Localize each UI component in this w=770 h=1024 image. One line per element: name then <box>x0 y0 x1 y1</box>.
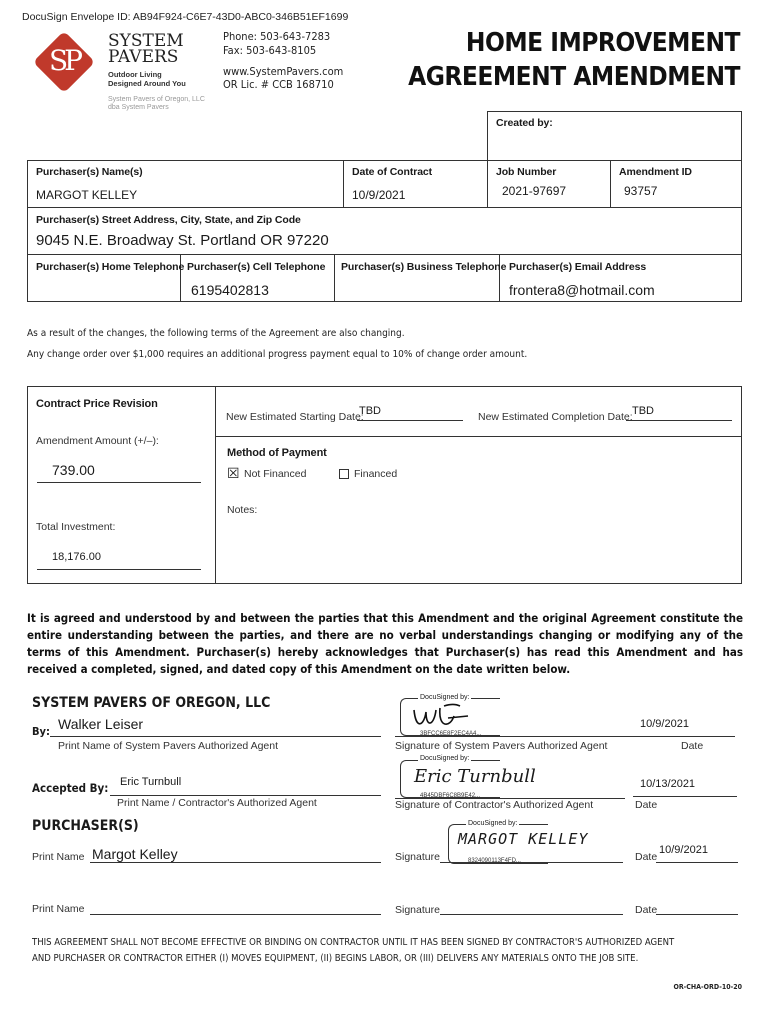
purchaser1-signature-line <box>440 862 623 863</box>
notice-changes: As a result of the changes, the following terms of the Agreement are also changing. <box>27 328 405 339</box>
purchaser1-signature-label: Signature <box>395 851 440 863</box>
job-number-value[interactable]: 2021-97697 <box>502 184 567 198</box>
purchaser-name-value[interactable]: MARGOT KELLEY <box>36 188 138 202</box>
company-website: www.SystemPavers.com <box>223 65 344 78</box>
contractor-name-line <box>110 795 381 796</box>
table-divider <box>334 254 335 302</box>
purchaser2-date-label: Date <box>635 904 658 916</box>
total-investment-underline <box>37 569 201 570</box>
title-line1: HOME IMPROVEMENT <box>465 28 740 58</box>
table-divider <box>343 160 344 207</box>
company-tagline1: Outdoor Living <box>108 70 162 79</box>
purchaser1-date-line <box>656 862 738 863</box>
company-name-line1: SYSTEM <box>108 31 184 51</box>
company-fax: Fax: 503-643-8105 <box>223 44 317 57</box>
agent-name-value[interactable]: Walker Leiser <box>58 716 144 732</box>
notice-progress-payment: Any change order over $1,000 requires an additional progress payment equal to 10% of change order amount. <box>27 349 528 360</box>
purchaser2-print-name-label: Print Name <box>32 903 85 915</box>
docusigned-by-label: DocuSigned by: <box>420 755 470 762</box>
purchaser1-name-line <box>90 862 381 863</box>
total-investment-label: Total Investment: <box>36 521 116 533</box>
agent-signature-mark <box>410 702 470 732</box>
form-code: OR-CHA-ORD-10-20 <box>673 983 742 991</box>
title-line2: AGREEMENT AMENDMENT <box>408 62 740 92</box>
not-financed-checkbox[interactable]: ☒ <box>227 465 240 481</box>
agent-name-caption: Print Name of System Pavers Authorized Agent <box>58 740 279 752</box>
docusigned-by-label: DocuSigned by: <box>468 820 518 827</box>
start-date-value[interactable]: TBD <box>359 405 381 417</box>
by-label: By: <box>32 725 50 738</box>
accepted-by-label: Accepted By: <box>32 781 109 795</box>
company-phone: Phone: 503-643-7283 <box>223 30 331 43</box>
agent-signature-id: 3BFCC6E8F2EC4A4... <box>420 731 482 737</box>
address-value[interactable]: 9045 N.E. Broadway St. Portland OR 97220 <box>36 232 329 249</box>
agent-signature-line <box>395 736 735 737</box>
purchaser1-signature-id: 8324090113F4FD... <box>468 858 521 864</box>
amendment-amount-underline <box>37 482 201 483</box>
table-divider <box>487 160 488 207</box>
table-divider <box>610 160 611 207</box>
business-phone-label: Purchaser(s) Business Telephone <box>341 261 507 273</box>
revision-divider <box>215 436 742 437</box>
contract-date-value[interactable]: 10/9/2021 <box>352 188 406 202</box>
cell-phone-value[interactable]: 6195402813 <box>191 282 269 298</box>
job-number-label: Job Number <box>496 166 557 178</box>
purchaser-signature-heading: PURCHASER(S) <box>32 818 139 834</box>
table-divider <box>27 207 742 208</box>
financed-checkbox[interactable] <box>339 469 349 479</box>
company-logo <box>32 30 96 94</box>
table-divider <box>27 254 742 255</box>
purchaser-info-table <box>27 160 742 302</box>
purchaser1-date-value[interactable]: 10/9/2021 <box>659 844 708 856</box>
contract-revision-title: Contract Price Revision <box>36 398 158 410</box>
purchaser2-signature-line[interactable] <box>440 914 623 915</box>
purchaser2-name-line[interactable] <box>90 914 381 915</box>
contractor-signature-id: 4B45DBF6C8B9E42... <box>420 793 481 799</box>
start-date-underline <box>357 420 463 421</box>
notes-label: Notes: <box>227 504 258 516</box>
contractor-signature[interactable]: Eric Turnbull <box>414 766 536 787</box>
company-signature-heading: SYSTEM PAVERS OF OREGON, LLC <box>32 695 271 711</box>
amendment-amount-label: Amendment Amount (+/–): <box>36 435 159 447</box>
contractor-date-caption: Date <box>635 799 658 811</box>
contractor-date-line <box>633 796 737 797</box>
contractor-date-value[interactable]: 10/13/2021 <box>640 778 696 790</box>
amendment-id-label: Amendment ID <box>619 166 692 178</box>
completion-date-value[interactable]: TBD <box>632 405 654 417</box>
purchaser-name-label: Purchaser(s) Name(s) <box>36 166 143 178</box>
footer-notice-line1: THIS AGREEMENT SHALL NOT BECOME EFFECTIVE OR BINDING ON CONTRACTOR UNTIL IT HAS BEEN SIGNED BY CONTRACTOR'S AUTHORIZED AGENT <box>32 937 675 948</box>
email-label: Purchaser(s) Email Address <box>509 261 647 273</box>
home-phone-label: Purchaser(s) Home Telephone <box>36 261 185 273</box>
purchaser1-print-name-label: Print Name <box>32 851 85 863</box>
purchaser1-date-label: Date <box>635 851 658 863</box>
docusign-envelope-id: DocuSign Envelope ID: AB94F924-C6E7-43D0-ABC0-346B51EF1699 <box>22 11 349 23</box>
company-license: OR Lic. # CCB 168710 <box>223 78 334 91</box>
logo-letters: SP <box>48 44 80 77</box>
company-name-line2: PAVERS <box>108 47 179 67</box>
financed-label: Financed <box>354 468 398 480</box>
revision-divider <box>215 386 216 584</box>
address-label: Purchaser(s) Street Address, City, State, and Zip Code <box>36 214 301 226</box>
company-tagline2: Designed Around You <box>108 79 186 88</box>
start-date-label: New Estimated Starting Date: <box>226 411 364 423</box>
email-value[interactable]: frontera8@hotmail.com <box>509 282 655 298</box>
contract-date-label: Date of Contract <box>352 166 433 178</box>
not-financed-label: Not Financed <box>244 468 307 480</box>
contractor-name-value[interactable]: Eric Turnbull <box>120 776 182 788</box>
purchaser2-signature-label: Signature <box>395 904 440 916</box>
agent-signature-caption: Signature of System Pavers Authorized Agent <box>395 740 608 752</box>
purchaser2-date-line[interactable] <box>656 914 738 915</box>
completion-date-underline <box>626 420 732 421</box>
company-dba: dba System Pavers <box>108 104 169 111</box>
purchaser1-name-value[interactable]: Margot Kelley <box>92 846 178 862</box>
agent-date-caption: Date <box>681 740 704 752</box>
completion-date-label: New Estimated Completion Date: <box>478 411 633 423</box>
amendment-id-value[interactable]: 93757 <box>624 184 658 198</box>
cell-phone-label: Purchaser(s) Cell Telephone <box>187 261 326 273</box>
payment-method-title: Method of Payment <box>227 447 327 459</box>
contractor-signature-caption: Signature of Contractor's Authorized Agent <box>395 799 594 811</box>
contractor-name-caption: Print Name / Contractor's Authorized Agent <box>117 797 317 809</box>
docusigned-by-label: DocuSigned by: <box>420 694 470 701</box>
agent-name-line <box>50 736 381 737</box>
footer-notice-line2: AND PURCHASER OR CONTRACTOR EITHER (I) MOVES EQUIPMENT, (II) BEGINS LABOR, OR (III) DELIVERS ANY MATERIALS ONTO THE JOB SITE. <box>32 953 639 964</box>
company-legal-name: System Pavers of Oregon, LLC <box>108 96 205 103</box>
purchaser1-signature[interactable]: MARGOT KELLEY <box>458 830 589 848</box>
created-by-label: Created by: <box>496 117 553 129</box>
total-investment-value[interactable]: 18,176.00 <box>52 551 101 563</box>
amendment-amount-value[interactable]: 739.00 <box>52 462 95 478</box>
agreement-statement: It is agreed and understood by and between the parties that this Amendment and the original Agreement constitute the entire understanding between the parties, and there are no verbal understandings changing or modifying any of the terms of this Amendment. Purchaser(s) hereby acknowledges that Purchaser(s) has read this Amendment and has received a completed, signed, and dated copy of this Amendment on the date written below. <box>27 611 743 676</box>
agent-date-value[interactable]: 10/9/2021 <box>640 718 689 730</box>
